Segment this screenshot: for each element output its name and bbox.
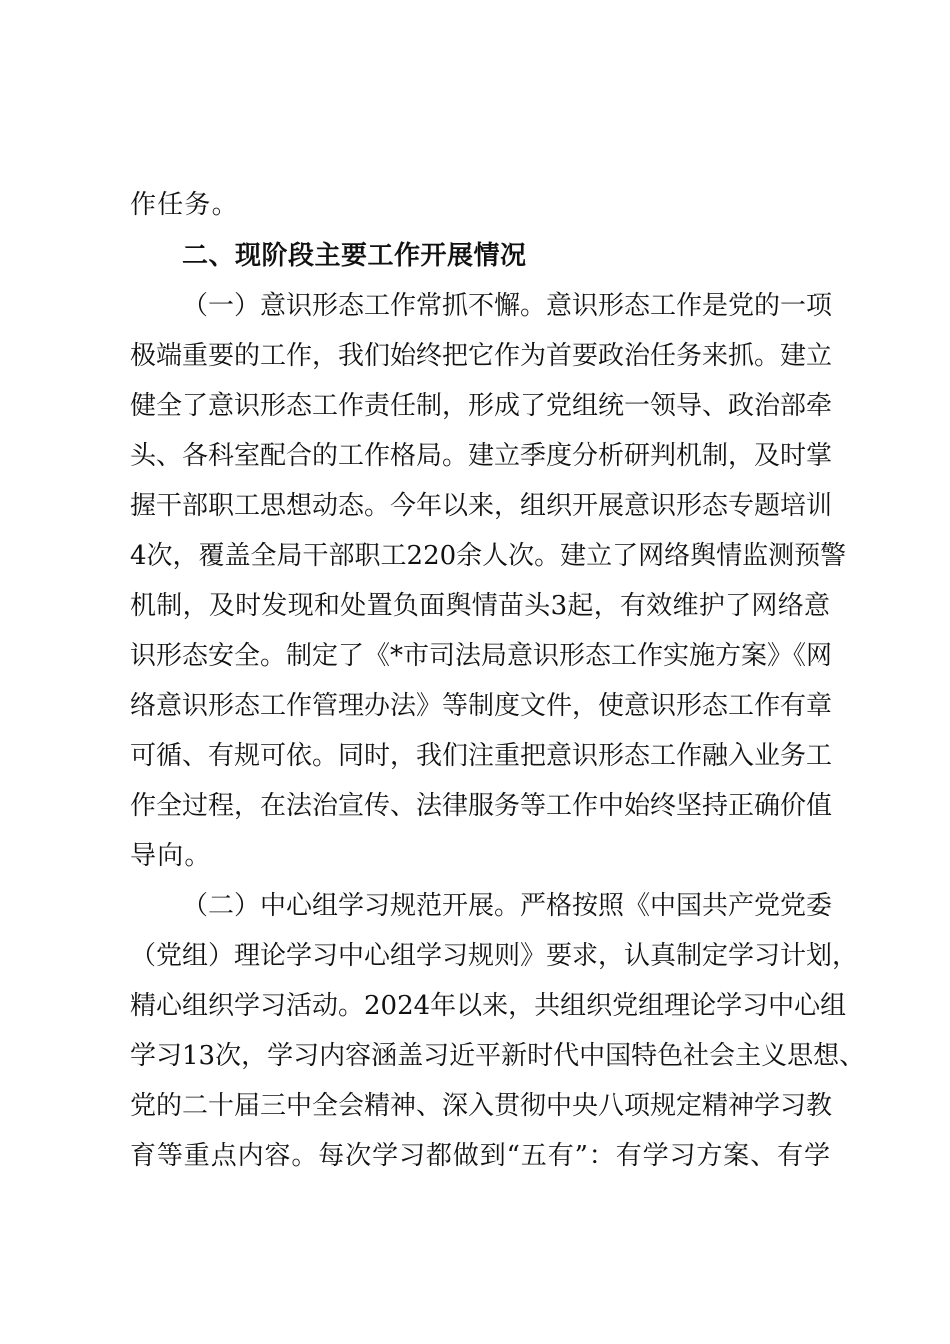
paragraph-1-line: 机制，及时发现和处置负面舆情苗头3起，有效维护了网络意 bbox=[130, 591, 830, 621]
paragraph-1-line: 头、各科室配合的工作格局。建立季度分析研判机制，及时掌 bbox=[130, 441, 833, 471]
paragraph-1-line: 作全过程，在法治宣传、法律服务等工作中始终坚持正确价值 bbox=[130, 791, 833, 821]
paragraph-1-line: 识形态安全。制定了《*市司法局意识形态工作实施方案》《网 bbox=[130, 641, 833, 671]
paragraph-1-line: 导向。 bbox=[130, 841, 212, 871]
paragraph-2-line: 党的二十届三中全会精神、深入贯彻中央八项规定精神学习教 bbox=[130, 1091, 833, 1121]
paragraph-1-line: 健全了意识形态工作责任制，形成了党组统一领导、政治部牵 bbox=[130, 391, 833, 421]
paragraph-1-line: 可循、有规可依。同时，我们注重把意识形态工作融入业务工 bbox=[130, 741, 833, 771]
paragraph-1-line: （一）意识形态工作常抓不懈。意识形态工作是党的一项 bbox=[182, 291, 833, 321]
paragraph-1-line: 握干部职工思想动态。今年以来，组织开展意识形态专题培训 bbox=[130, 491, 833, 521]
text-line-continuation: 作任务。 bbox=[130, 190, 239, 220]
section-heading: 二、现阶段主要工作开展情况 bbox=[182, 241, 527, 271]
paragraph-2-line: 育等重点内容。每次学习都做到“五有”：有学习方案、有学 bbox=[130, 1141, 830, 1171]
paragraph-1-line: 极端重要的工作，我们始终把它作为首要政治任务来抓。建立 bbox=[130, 341, 833, 371]
paragraph-2-line: （党组）理论学习中心组学习规则》要求，认真制定学习计划， bbox=[130, 941, 859, 971]
paragraph-2-line: 精心组织学习活动。2024年以来，共组织党组理论学习中心组 bbox=[130, 991, 847, 1021]
paragraph-2-line: 学习13次，学习内容涵盖习近平新时代中国特色社会主义思想、 bbox=[130, 1041, 866, 1071]
paragraph-2-line: （二）中心组学习规范开展。严格按照《中国共产党党委 bbox=[182, 891, 833, 921]
paragraph-1-line: 络意识形态工作管理办法》等制度文件，使意识形态工作有章 bbox=[130, 691, 833, 721]
paragraph-1-line: 4次，覆盖全局干部职工220余人次。建立了网络舆情监测预警 bbox=[130, 541, 847, 571]
